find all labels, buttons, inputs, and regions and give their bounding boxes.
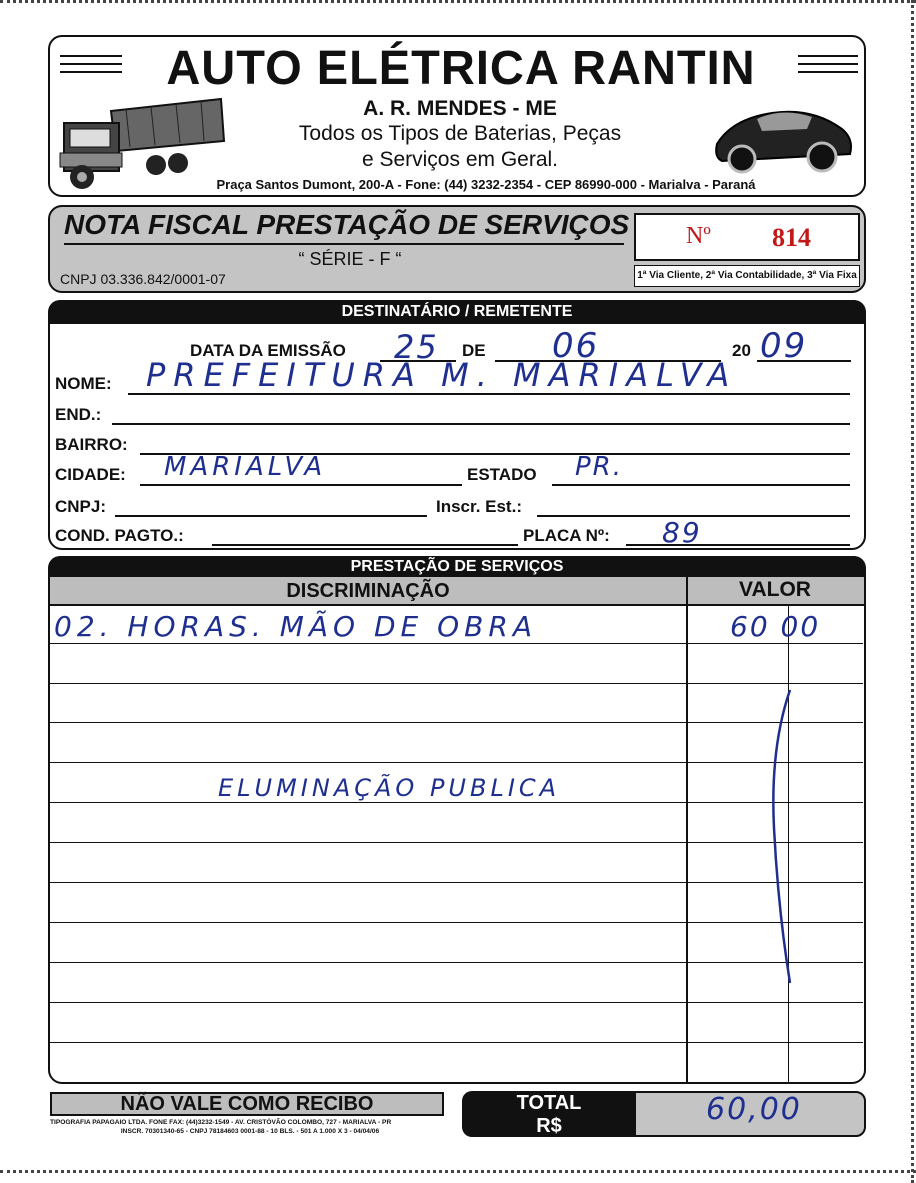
table-row-line bbox=[50, 882, 863, 883]
cnpj-label: CNPJ: bbox=[55, 497, 107, 516]
date-day-value: 25 bbox=[394, 328, 439, 366]
estado-value: PR. bbox=[575, 452, 624, 482]
owner-name: A. R. MENDES - ME bbox=[363, 97, 557, 120]
perforation-bottom bbox=[0, 1170, 916, 1177]
date-label: DATA DA EMISSÃO bbox=[190, 341, 346, 360]
cnpj-field[interactable] bbox=[115, 515, 427, 517]
company-address: Praça Santos Dumont, 200-A - Fone: (44) 3232-2354 - CEP 86990-000 - Marialva - Paraná bbox=[216, 177, 756, 192]
total-label: TOTAL bbox=[516, 1092, 582, 1114]
service-line-1-description: 02. HORAS. MÃO DE OBRA bbox=[54, 610, 537, 643]
placa-field[interactable] bbox=[626, 544, 850, 546]
title-lines-left bbox=[60, 53, 122, 75]
table-row-line bbox=[50, 962, 863, 963]
table-row-line bbox=[50, 802, 863, 803]
tagline-1: Todos os Tipos de Baterias, Peças bbox=[298, 122, 622, 145]
col-header-discriminacao: DISCRIMINAÇÃO bbox=[286, 580, 450, 602]
column-divider bbox=[686, 577, 688, 1082]
company-cnpj: CNPJ 03.336.842/0001-07 bbox=[60, 271, 226, 287]
perforation-right bbox=[911, 0, 914, 1183]
tagline-2: e Serviços em Geral. bbox=[361, 148, 559, 171]
date-month-value: 06 bbox=[552, 326, 600, 366]
end-label: END.: bbox=[55, 405, 102, 424]
bairro-label: BAIRRO: bbox=[55, 435, 128, 454]
estado-field[interactable] bbox=[552, 484, 850, 486]
total-label-box bbox=[462, 1091, 636, 1137]
sports-car-icon bbox=[712, 99, 857, 184]
cond-pagto-label: COND. PAGTO.: bbox=[55, 526, 184, 545]
cidade-label: CIDADE: bbox=[55, 465, 126, 484]
invoice-number: 814 bbox=[772, 223, 811, 252]
printer-info-2: INSCR. 70301340-65 - CNPJ 78184603 0001-88 - 10 BLS. - 501 A 1.000 X 3 - 04/04/06 bbox=[120, 1128, 380, 1135]
table-row-line bbox=[50, 643, 863, 644]
invoice-number-box bbox=[634, 213, 860, 261]
title-lines-right bbox=[798, 53, 858, 75]
end-field[interactable] bbox=[112, 423, 850, 425]
de-label: DE bbox=[462, 341, 486, 360]
inscr-label: Inscr. Est.: bbox=[436, 497, 522, 516]
company-name: AUTO ELÉTRICA RANTIN bbox=[166, 42, 756, 95]
table-row-line bbox=[50, 1002, 863, 1003]
recipient-section-title: DESTINATÁRIO / REMETENTE bbox=[341, 303, 573, 320]
table-row-line bbox=[50, 762, 863, 763]
year-prefix: 20 bbox=[732, 341, 751, 360]
cidade-value: MARIALVA bbox=[164, 452, 327, 482]
placa-label: PLACA Nº: bbox=[523, 526, 610, 545]
table-row-line bbox=[50, 683, 863, 684]
table-row-line bbox=[50, 922, 863, 923]
cidade-field[interactable] bbox=[140, 484, 462, 486]
number-label: Nº bbox=[686, 223, 711, 249]
estado-label: ESTADO bbox=[467, 465, 537, 484]
placa-value: 89 bbox=[662, 516, 702, 549]
not-receipt-box bbox=[50, 1092, 444, 1116]
table-row-line bbox=[50, 722, 863, 723]
invoice-series: “ SÉRIE - F “ bbox=[298, 249, 402, 269]
company-header bbox=[48, 35, 866, 197]
services-section-title: PRESTAÇÃO DE SERVIÇOS bbox=[350, 558, 564, 575]
service-line-1-value: 60 00 bbox=[730, 610, 821, 643]
table-row-line bbox=[50, 1042, 863, 1043]
perforation-top bbox=[0, 0, 916, 7]
total-value: 60,00 bbox=[706, 1092, 802, 1127]
copies-note: 1ª Via Cliente, 2ª Via Contabilidade, 3ª Via Fixa bbox=[634, 265, 860, 287]
printer-info-1: TIPOGRAFIA PAPAGAIO LTDA. FONE FAX: (44)3232-1549 - AV. CRISTÓVÃO COLOMBO, 727 - MARIALVA - PR bbox=[50, 1119, 392, 1126]
not-receipt-text: NÃO VALE COMO RECIBO bbox=[120, 1093, 374, 1115]
services-section-header bbox=[48, 556, 866, 577]
invoice-title-box bbox=[48, 205, 866, 293]
blank-lines-strike bbox=[760, 688, 800, 988]
col-header-valor: VALOR bbox=[739, 578, 811, 601]
date-year-value: 09 bbox=[760, 326, 808, 366]
service-line-2-description: ELUMINAÇÃO PUBLICA bbox=[218, 774, 561, 802]
invoice-title: NOTA FISCAL PRESTAÇÃO DE SERVIÇOS bbox=[64, 209, 624, 245]
nome-label: NOME: bbox=[55, 374, 112, 393]
recipient-section-header bbox=[48, 300, 866, 324]
table-row-line bbox=[50, 842, 863, 843]
nome-value: PREFEITURA M. MARIALVA bbox=[146, 356, 738, 394]
total-currency: R$ bbox=[536, 1115, 562, 1137]
cond-pagto-field[interactable] bbox=[212, 544, 518, 546]
